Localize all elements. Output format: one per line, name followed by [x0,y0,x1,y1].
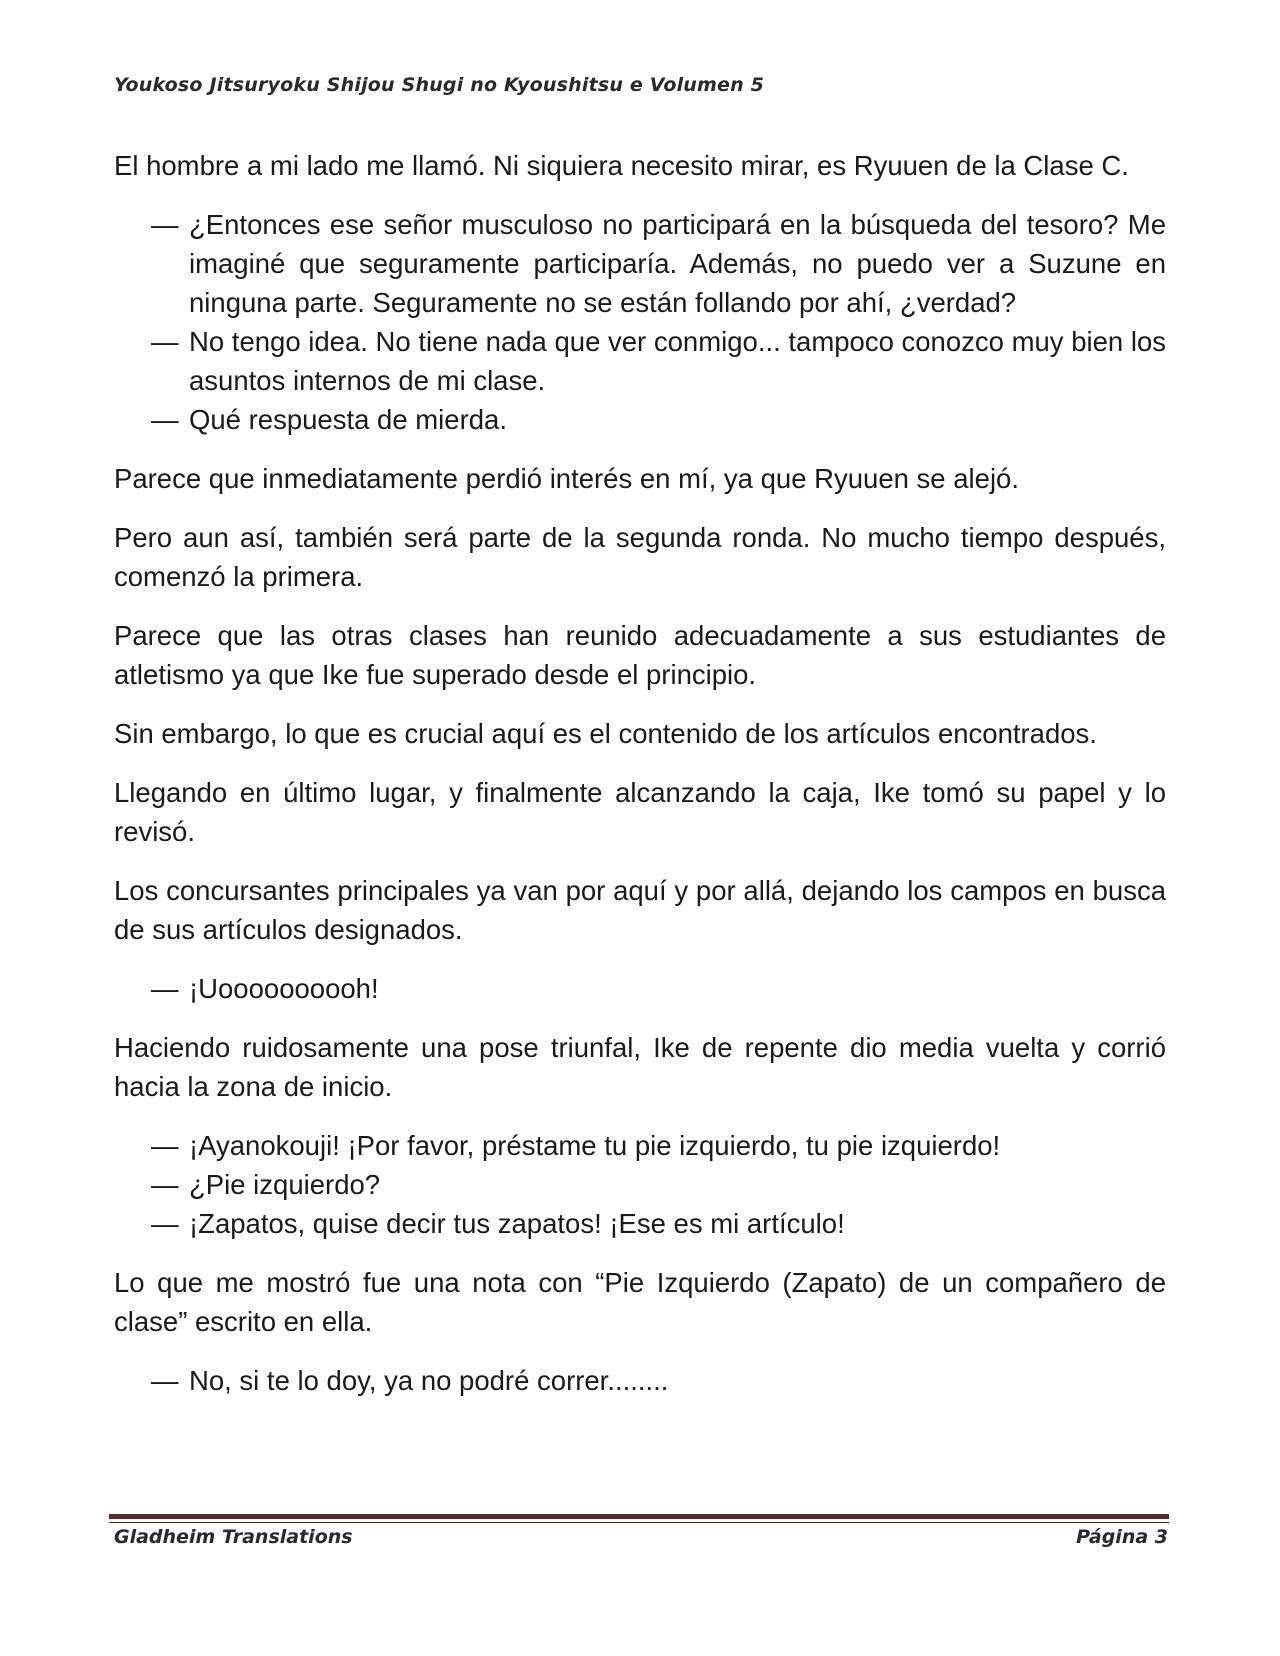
dialogue-line [114,1165,1166,1204]
paragraph-5: Sin embargo, lo que es crucial aquí es el contenido de los artículos encontrados. [114,718,1097,749]
dialogue-line [114,1204,1166,1243]
dialogue-line [114,969,1166,1008]
dialogue-dash: — [151,404,179,435]
footer-divider-thin [109,1522,1169,1523]
dialogue-text: ¡Uoooooooooh! [189,973,379,1004]
footer-divider [109,1514,1169,1519]
paragraph-9: Lo que me mostró fue una nota con “Pie Izquierdo (Zapato) de un compañero de clase” escrito en ella. [114,1267,1166,1337]
paragraph-1: El hombre a mi lado me llamó. Ni siquiera necesito mirar, es Ryuuen de la Clase C. [114,150,1129,181]
dialogue-dash: — [151,1169,179,1200]
dialogue-line [114,205,1166,322]
dialogue-text: ¡Ayanokouji! ¡Por favor, préstame tu pie izquierdo, tu pie izquierdo! [189,1130,1001,1161]
dialogue-group-1 [114,205,1166,439]
dialogue-line [114,400,1166,439]
dialogue-dash: — [151,209,179,240]
dialogue-text: Qué respuesta de mierda. [189,404,507,435]
dialogue-text: ¿Pie izquierdo? [189,1169,381,1200]
dialogue-group-3 [114,1126,1166,1243]
paragraph-2: Parece que inmediatamente perdió interés en mí, ya que Ryuuen se alejó. [114,463,1019,494]
paragraph-4: Parece que las otras clases han reunido adecuadamente a sus estudiantes de atletismo ya que Ike fue superado desde el principio. [114,620,1166,690]
dialogue-dash: — [151,326,179,357]
dialogue-text: ¡Zapatos, quise decir tus zapatos! ¡Ese es mi artículo! [189,1208,845,1239]
dialogue-line [114,322,1166,400]
dialogue-dash: — [151,1365,179,1396]
dialogue-line [114,1361,1166,1400]
page-header-title: Youkoso Jitsuryoku Shijou Shugi no Kyoushitsu e Volumen 5 [114,74,765,96]
dialogue-text: No tengo idea. No tiene nada que ver conmigo... tampoco conozco muy bien los asuntos internos de mi clase. [189,326,1166,396]
paragraph-6: Llegando en último lugar, y finalmente alcanzando la caja, Ike tomó su papel y lo revisó. [114,777,1166,847]
footer-page-number: Página 3 [1076,1526,1168,1548]
paragraph-8: Haciendo ruidosamente una pose triunfal, Ike de repente dio media vuelta y corrió hacia la zona de inicio. [114,1032,1166,1102]
dialogue-group-2 [114,969,1166,1008]
paragraph-7: Los concursantes principales ya van por aquí y por allá, dejando los campos en busca de sus artículos designados. [114,875,1166,945]
dialogue-dash: — [151,973,179,1004]
dialogue-line [114,1126,1166,1165]
dialogue-dash: — [151,1208,179,1239]
footer-publisher: Gladheim Translations [114,1526,353,1548]
dialogue-dash: — [151,1130,179,1161]
page-body [114,146,1166,1420]
dialogue-text: No, si te lo doy, ya no podré correr........ [189,1365,669,1396]
dialogue-text: ¿Entonces ese señor musculoso no participará en la búsqueda del tesoro? Me imaginé que seguramente participaría. Además, no puedo ver a Suzune en ninguna parte. Seguramente no se están follando por ahí, ¿verdad? [189,209,1166,318]
dialogue-group-4 [114,1361,1166,1400]
paragraph-3: Pero aun así, también será parte de la segunda ronda. No mucho tiempo después, comenzó la primera. [114,522,1166,592]
